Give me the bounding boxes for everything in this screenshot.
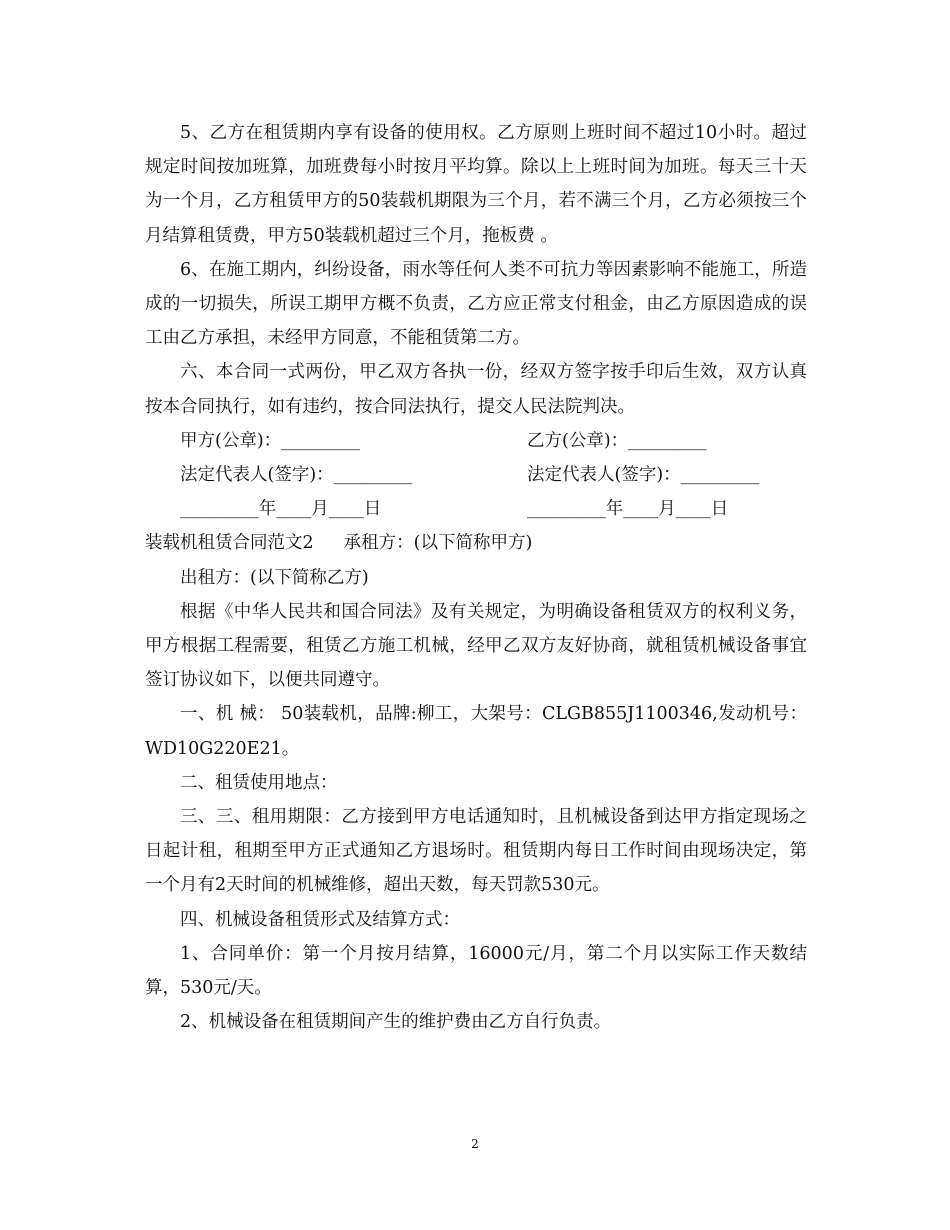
document-body [145,116,807,1039]
signature-representative-row [145,458,807,492]
clause-6-paragraph: 6、在施工期内，纠纷设备，雨水等任何人类不可抗力等因素影响不能施工，所造成的一切损失，所误工期甲方概不负责，乙方应正常支付租金，由乙方原因造成的误工由乙方承担，未经甲方同意，不能租赁第二方。 [145,259,807,349]
machinery-paragraph: 一、机 械： 50装载机，品牌:柳工，大架号：CLGB855J1100346,发动机号：WD10G220E21。 [145,704,807,759]
settlement-heading: 四、机械设备租赁形式及结算方式： [180,909,460,930]
signature-date-row [145,492,807,526]
contract-title-line [145,526,807,560]
party-a-date-field: _________年____月____日 [180,499,382,520]
clause-six-copies-paragraph: 六、本合同一式两份，甲乙双方各执一份，经双方签字按手印后生效，双方认真按本合同执行，如有违约，按合同法执行，提交人民法院判决。 [145,362,807,417]
lessor-line: 出租方：(以下简称乙方) [180,567,369,588]
term-paragraph: 三、三、租用期限：乙方接到甲方电话通知时，且机械设备到达甲方指定现场之日起计租，租期至甲方正式通知乙方退场时。租赁期内每日工作时间由现场决定，第一个月有2天时间的机械维修，超出天数，每天罚款530元。 [145,807,807,896]
page-number: 2 [471,1137,479,1151]
lessee-label: 承租方：(以下简称甲方) [343,533,533,554]
maintenance-paragraph: 2、机械设备在租赁期间产生的维护费由乙方自行负责。 [180,1012,612,1033]
preamble-paragraph: 根据《中华人民共和国合同法》及有关规定，为明确设备租赁双方的权利义务，甲方根据工程需要，租赁乙方施工机械，经甲乙双方友好协商，就租赁机械设备事宜签订协议如下，以便共同遵守。 [145,601,807,691]
unit-price-paragraph: 1、合同单价：第一个月按月结算，16000元/月，第二个月以实际工作天数结算，530元/天。 [145,943,807,999]
party-b-seal-field: 乙方(公章)：_________ [527,430,707,451]
signature-seal-row [145,424,807,458]
party-b-representative-field: 法定代表人(签字)：_________ [527,465,760,486]
party-b-date-field: _________年____月____日 [527,499,729,520]
party-a-representative-field: 法定代表人(签字)：_________ [180,465,413,486]
party-a-seal-field: 甲方(公章)：_________ [180,430,360,451]
location-paragraph: 二、租赁使用地点： [180,772,338,793]
contract-title: 装载机租赁合同范文2 [145,533,314,554]
clause-5-paragraph: 5、乙方在租赁期内享有设备的使用权。乙方原则上班时间不超过10小时。超过规定时间按加班算，加班费每小时按月平均算。除以上上班时间为加班。每天三十天为一个月，乙方租赁甲方的50装载机期限为三个月，若不满三个月，乙方必须按三个月结算租赁费，甲方50装载机超过三个月，拖板费 。 [145,123,807,246]
